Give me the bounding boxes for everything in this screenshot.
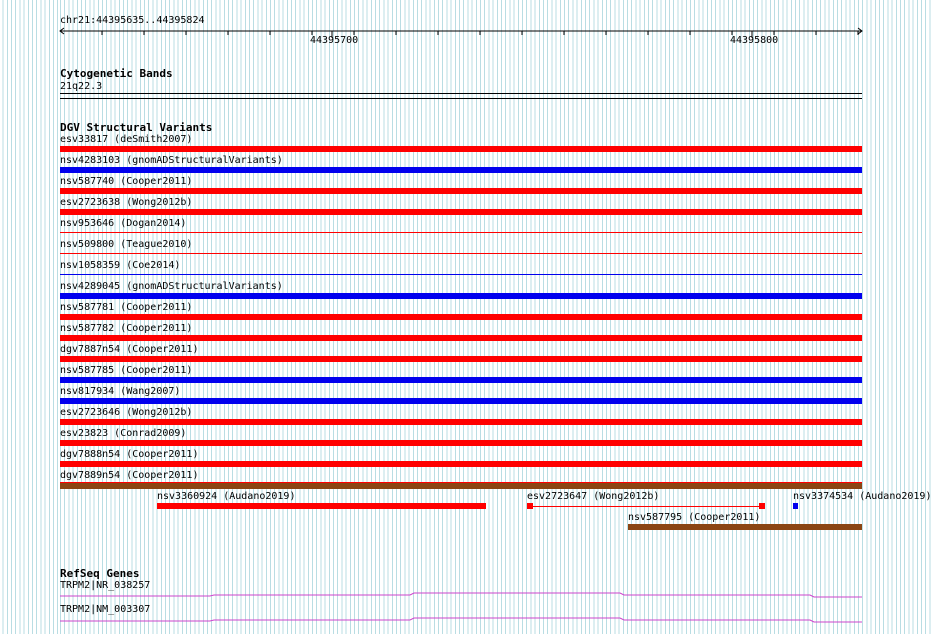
dgv-variant-label[interactable]: nsv587785 (Cooper2011) [60, 365, 193, 376]
cyto-track-title: Cytogenetic Bands [60, 67, 173, 80]
dgv-variant-label[interactable]: nsv4283103 (gnomADStructuralVariants) [60, 155, 283, 166]
refseq-gene-label-1[interactable]: TRPM2|NR_038257 [60, 580, 151, 591]
nsv3374534-label[interactable]: nsv3374534 (Audano2019) [793, 491, 931, 502]
dgv-variant-label[interactable]: nsv817934 (Wang2007) [60, 386, 181, 397]
dgv-variant-label[interactable]: esv33817 (deSmith2007) [60, 134, 193, 145]
ruler-tick-label-1: 44395700 [310, 35, 359, 46]
dgv-variant-label[interactable]: nsv587782 (Cooper2011) [60, 323, 193, 334]
dgv-variant-label[interactable]: esv23823 (Conrad2009) [60, 428, 187, 439]
dgv-variant-label[interactable]: nsv4289045 (gnomADStructuralVariants) [60, 281, 283, 292]
refseq-gene-label-2[interactable]: TRPM2|NM_003307 [60, 604, 151, 615]
nsv3360924-label[interactable]: nsv3360924 (Audano2019) [157, 491, 296, 502]
dgv-variant-label[interactable]: nsv587781 (Cooper2011) [60, 302, 193, 313]
cyto-band-label: 21q22.3 [60, 81, 103, 92]
nsv587795-label[interactable]: nsv587795 (Cooper2011) [628, 512, 761, 523]
dgv-variant-label[interactable]: dgv7888n54 (Cooper2011) [60, 449, 199, 460]
dgv-variant-label[interactable]: dgv7889n54 (Cooper2011) [60, 470, 199, 481]
refseq-gene-line-2 [60, 618, 862, 622]
dgv-variant-label[interactable]: esv2723638 (Wong2012b) [60, 197, 193, 208]
refseq-track-title: RefSeq Genes [60, 567, 140, 580]
ruler-tick-label-2: 44395800 [730, 35, 779, 46]
dgv-variant-label[interactable]: dgv7887n54 (Cooper2011) [60, 344, 199, 355]
esv2723647-label[interactable]: esv2723647 (Wong2012b) [527, 491, 660, 502]
dgv-variant-label[interactable]: nsv587740 (Cooper2011) [60, 176, 193, 187]
dgv-variant-label[interactable]: nsv509800 (Teague2010) [60, 239, 193, 250]
refseq-gene-line-1 [60, 593, 862, 597]
dgv-track-title: DGV Structural Variants [60, 121, 213, 134]
dgv-variant-label[interactable]: nsv1058359 (Coe2014) [60, 260, 181, 271]
dgv-variant-label[interactable]: nsv953646 (Dogan2014) [60, 218, 187, 229]
ruler-location: chr21:44395635..44395824 [60, 15, 205, 26]
dgv-variant-label[interactable]: esv2723646 (Wong2012b) [60, 407, 193, 418]
